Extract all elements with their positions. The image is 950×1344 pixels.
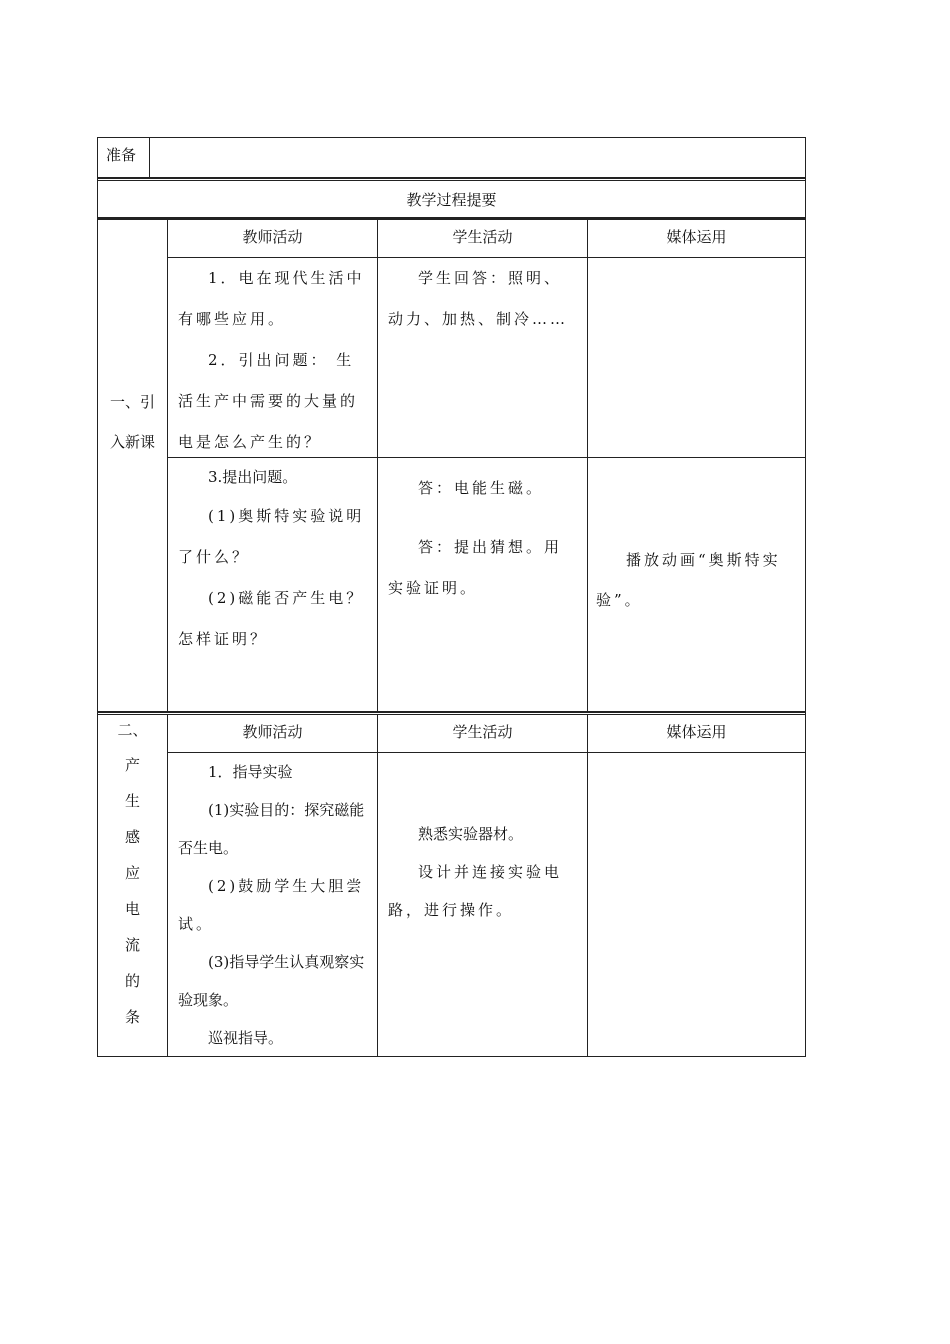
section2-media [588,753,805,1056]
section2-teacher-p2: (1)实验目的：探究磁能否生电。 [178,801,365,857]
section1-block2-student [378,458,588,711]
section2-student-p2: 设计并连接实验电路，进行操作。 [388,863,563,919]
section2-teacher [168,753,378,1056]
section1-block2-media [588,458,805,711]
section1-block2-teacher-p3: (2)磁能否产生电？怎样证明？ [178,589,365,648]
section2-label-cell [98,715,168,1056]
process-title: 教学过程提要 [406,191,497,209]
section1-block2-teacher [168,458,378,711]
process-title-row [98,178,805,218]
prep-label: 准备 [98,138,150,177]
section1-header-student: 学生活动 [378,220,588,258]
section2-label-char: 的 [124,972,140,990]
section1-header-media: 媒体运用 [588,220,805,258]
section2-teacher-p3: (2)鼓励学生大胆尝试。 [178,877,365,933]
section1-block1-media [588,258,805,458]
section2-student-p1: 熟悉实验器材。 [418,825,524,843]
section2-header-teacher: 教师活动 [168,715,378,753]
section2-teacher-p4: (3)指导学生认真观察实验现象。 [178,953,365,1009]
prep-content [150,138,805,177]
section1-block2-student-p2: 答：提出猜想。用实验证明。 [388,538,563,597]
section1-block1-teacher [168,258,378,458]
section2-label-char: 电 [124,900,140,918]
section1-block2-media-p1: 播放动画“奥斯特实验”。 [596,551,781,609]
section2-label-char: 生 [124,792,140,810]
section2-label-char: 应 [124,864,140,882]
section2-student [378,753,588,1056]
section1-label: 一、引入新课 [109,393,155,451]
section2-header-student: 学生活动 [378,715,588,753]
section2-header-media: 媒体运用 [588,715,805,753]
section1-block1-student-p1: 学生回答：照明、动力、加热、制冷…… [388,269,569,328]
section2-label-char: 产 [124,756,140,774]
section2-label-first: 二、 [117,721,148,739]
section2 [98,712,805,1056]
lesson-plan-table [97,137,806,1057]
prep-row [98,138,805,178]
section1-block2-student-p1: 答：电能生磁。 [418,479,545,497]
section1-block1-teacher-p2: 2．引出问题： 生活生产中需要的大量的电是怎么产生的？ [178,351,359,451]
section1-label-cell [98,220,168,711]
section1-block1-teacher-p1: 1．电在现代生活中有哪些应用。 [178,269,365,328]
section1-block1-student [378,258,588,458]
section2-teacher-p1: 1．指导实验 [208,763,293,781]
section2-label-char: 流 [124,936,140,954]
section1-header-teacher: 教师活动 [168,220,378,258]
section2-teacher-p5: 巡视指导。 [208,1029,284,1047]
section1-block2-teacher-p2: (1)奥斯特实验说明了什么？ [178,507,365,566]
section2-label-char: 条 [124,1008,140,1026]
section1 [98,218,805,712]
section1-block2-teacher-p1: 3.提出问题。 [208,468,298,486]
section2-label-char: 感 [124,828,140,846]
section2-label [98,715,167,1035]
